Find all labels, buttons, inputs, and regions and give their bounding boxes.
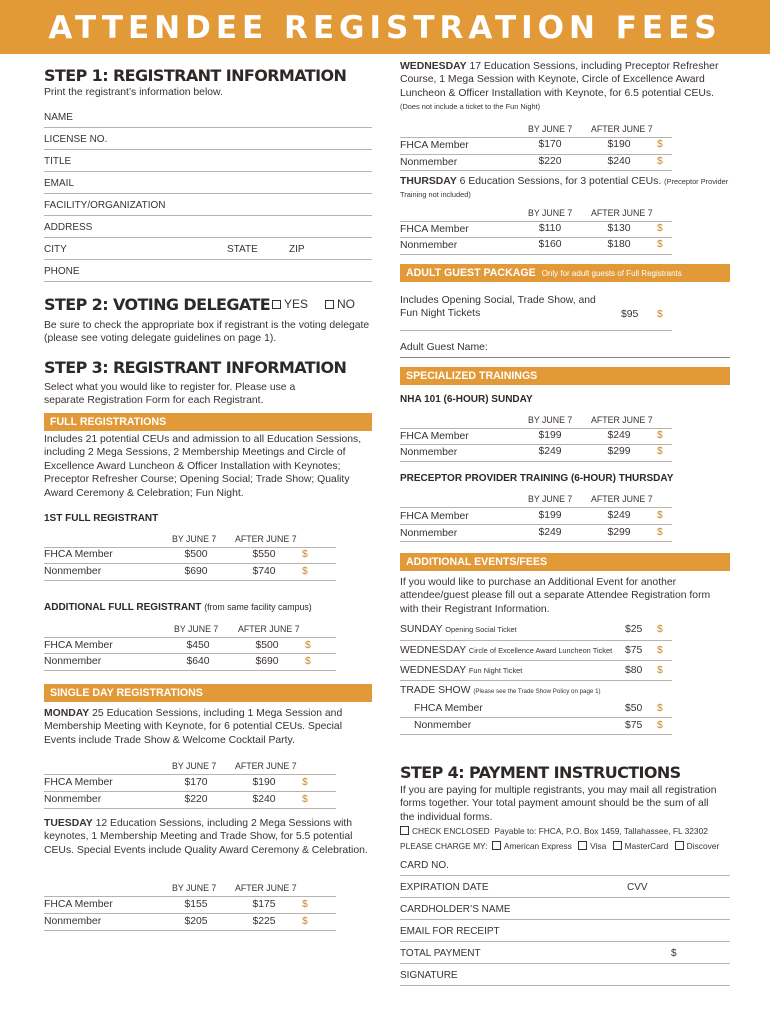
license-field[interactable] — [44, 128, 372, 150]
wednesday-label: WEDNESDAY — [400, 61, 467, 72]
price: $740 — [252, 566, 276, 577]
by-june-header: BY JUNE 7 — [172, 761, 217, 771]
monday-label: MONDAY — [44, 708, 90, 719]
by-june-header: BY JUNE 7 — [528, 208, 573, 218]
guest-name-field[interactable] — [400, 357, 730, 358]
row-rule — [400, 734, 672, 735]
adult-guest-title: ADULT GUEST PACKAGE — [406, 267, 536, 279]
cardholder-field[interactable] — [400, 898, 730, 920]
facility-label: FACILITY/ORGANIZATION — [44, 200, 166, 211]
trade-show-title: TRADE SHOW — [400, 685, 471, 696]
row-rule — [400, 237, 672, 238]
amount-field[interactable]: $ — [657, 446, 663, 457]
total-dollar: $ — [671, 948, 677, 959]
price: $175 — [252, 899, 276, 910]
step2-heading: STEP 2: VOTING DELEGATE — [44, 295, 271, 314]
event-note: Opening Social Ticket — [445, 625, 517, 634]
address-field[interactable] — [44, 216, 372, 238]
additional-registrant-note: (from same facility campus) — [204, 602, 312, 612]
adult-guest-bar — [400, 264, 730, 282]
visa-label: Visa — [590, 841, 607, 851]
row-rule — [400, 640, 672, 641]
nonmember-label: Nonmember — [44, 656, 102, 667]
event-price: $80 — [625, 665, 643, 676]
amount-field[interactable]: $ — [657, 223, 663, 234]
after-june-header: AFTER JUNE 7 — [591, 124, 653, 134]
price: $240 — [252, 794, 276, 805]
member-label: FHCA Member — [44, 899, 113, 910]
amex-checkbox[interactable] — [492, 841, 501, 850]
amount-field[interactable]: $ — [657, 156, 663, 167]
amount-field[interactable]: $ — [657, 624, 663, 635]
after-june-header: AFTER JUNE 7 — [591, 208, 653, 218]
amount-field[interactable]: $ — [657, 703, 663, 714]
row-rule — [400, 221, 672, 222]
price: $690 — [255, 656, 279, 667]
wednesday-text — [400, 60, 730, 114]
member-label: FHCA Member — [44, 549, 113, 560]
license-label: LICENSE NO. — [44, 134, 108, 145]
signature-field[interactable] — [400, 964, 730, 986]
card-number-field[interactable] — [400, 854, 730, 876]
title-label: TITLE — [44, 156, 72, 167]
adult-guest-note: Only for adult guests of Full Registrants — [541, 269, 682, 278]
nonmember-label: Nonmember — [400, 240, 458, 251]
guest-price: $95 — [621, 309, 639, 320]
step3-text: Select what you would like to register for. Please use a separate Registration Form for each Registrant. — [44, 382, 296, 407]
no-checkbox[interactable] — [325, 300, 334, 309]
step2-text: Be sure to check the appropriate box if registrant is the voting delegate (please see voting delegate guidelines on page 1). — [44, 320, 370, 345]
row-rule — [400, 717, 672, 718]
total-payment-field[interactable] — [400, 942, 730, 964]
nonmember-label: Nonmember — [44, 566, 102, 577]
event-price: $25 — [625, 624, 643, 635]
mastercard-checkbox[interactable] — [613, 841, 622, 850]
address-label: ADDRESS — [44, 222, 93, 233]
row-rule — [44, 808, 336, 809]
amount-field[interactable]: $ — [657, 527, 663, 538]
row-rule — [400, 680, 672, 681]
additional-registrant-label — [44, 602, 312, 613]
trade-show-label — [400, 685, 601, 696]
monday-text — [44, 707, 374, 747]
after-june-header: AFTER JUNE 7 — [238, 624, 300, 634]
tuesday-label: TUESDAY — [44, 818, 93, 829]
expiration-cvv-field[interactable] — [400, 876, 730, 898]
facility-field[interactable] — [44, 194, 372, 216]
additional-registrant-text: ADDITIONAL FULL REGISTRANT — [44, 602, 202, 613]
price: $199 — [538, 510, 562, 521]
member-label: FHCA Member — [400, 224, 469, 235]
city-field[interactable] — [44, 238, 372, 260]
city-label: CITY — [44, 244, 67, 255]
amount-field[interactable]: $ — [657, 645, 663, 656]
row-rule — [400, 507, 672, 508]
yes-label: YES — [284, 297, 309, 311]
by-june-header: BY JUNE 7 — [528, 494, 573, 504]
price: $130 — [607, 223, 631, 234]
receipt-email-field[interactable] — [400, 920, 730, 942]
price: $690 — [184, 566, 208, 577]
amount-field[interactable]: $ — [302, 777, 308, 788]
expiration-label: EXPIRATION DATE — [400, 882, 489, 893]
check-enclosed-checkbox[interactable] — [400, 826, 409, 835]
check-enclosed-option[interactable] — [400, 826, 708, 836]
email-field[interactable] — [44, 172, 372, 194]
name-label: NAME — [44, 112, 73, 123]
row-rule — [44, 653, 336, 654]
member-label: FHCA Member — [400, 140, 469, 151]
total-payment-label: TOTAL PAYMENT — [400, 948, 481, 959]
event-wednesday-luncheon — [400, 645, 612, 656]
thursday-note: (Preceptor Provider Training not included) — [400, 177, 729, 200]
by-june-header: BY JUNE 7 — [172, 883, 217, 893]
amount-field[interactable]: $ — [305, 656, 311, 667]
row-rule — [44, 774, 336, 775]
event-day: WEDNESDAY — [400, 645, 467, 656]
price: $220 — [538, 156, 562, 167]
row-rule — [44, 547, 336, 548]
row-rule — [400, 170, 672, 171]
event-wednesday-funnight — [400, 665, 522, 676]
row-rule — [44, 930, 336, 931]
row-rule — [400, 444, 672, 445]
row-rule — [400, 541, 672, 542]
monday-description: 25 Education Sessions, including 1 Mega Session and Membership Meeting with Keynote, for 6 potential CEUs. Special Events include Trade Show & Welcome Cocktail Party. — [44, 708, 343, 746]
row-rule — [400, 254, 672, 255]
discover-checkbox[interactable] — [675, 841, 684, 850]
amount-field[interactable]: $ — [302, 916, 308, 927]
cvv-label: CVV — [627, 882, 648, 893]
step3-heading: STEP 3: REGISTRANT INFORMATION — [44, 358, 347, 377]
additional-events-bar: ADDITIONAL EVENTS/FEES — [400, 553, 730, 571]
charge-label: PLEASE CHARGE MY: — [400, 841, 488, 851]
nonmember-label: Nonmember — [400, 528, 458, 539]
price: $155 — [184, 899, 208, 910]
phone-field[interactable] — [44, 260, 372, 282]
row-rule — [400, 428, 672, 429]
state-label: STATE — [227, 244, 258, 255]
price: $220 — [184, 794, 208, 805]
after-june-header: AFTER JUNE 7 — [591, 415, 653, 425]
amount-field[interactable]: $ — [302, 549, 308, 560]
step1-intro: Print the registrant’s information below. — [44, 87, 223, 98]
visa-checkbox[interactable] — [578, 841, 587, 850]
event-day: SUNDAY — [400, 624, 443, 635]
price: $199 — [538, 430, 562, 441]
row-rule — [400, 461, 672, 462]
yes-checkbox[interactable] — [272, 300, 281, 309]
payable-to: Payable to: FHCA, P.O. Box 1459, Tallahassee, FL 32302 — [494, 826, 708, 836]
guest-name-label: Adult Guest Name: — [400, 342, 488, 353]
row-rule — [44, 580, 336, 581]
thursday-label: THURSDAY — [400, 176, 457, 187]
nonmember-label: Nonmember — [400, 157, 458, 168]
event-sunday — [400, 624, 517, 635]
price: $640 — [186, 656, 210, 667]
card-number-label: CARD NO. — [400, 860, 449, 871]
full-registrations-bar: FULL REGISTRATIONS — [44, 413, 372, 431]
price: $170 — [538, 139, 562, 150]
nonmember-label: Nonmember — [414, 720, 472, 731]
first-registrant-label: 1ST FULL REGISTRANT — [44, 513, 159, 524]
after-june-header: AFTER JUNE 7 — [235, 761, 297, 771]
mastercard-label: MasterCard — [624, 841, 669, 851]
title-field[interactable] — [44, 150, 372, 172]
step4-heading: STEP 4: PAYMENT INSTRUCTIONS — [400, 763, 681, 782]
row-rule — [400, 154, 672, 155]
price: $550 — [252, 549, 276, 560]
row-rule — [400, 330, 672, 331]
wednesday-note: (Does not include a ticket to the Fun Night) — [400, 102, 541, 112]
after-june-header: AFTER JUNE 7 — [235, 534, 297, 544]
amount-field[interactable]: $ — [657, 510, 663, 521]
no-label: NO — [337, 297, 355, 311]
events-text: If you would like to purchase an Additional Event for another attendee/guest please fill out a separate Attendee Registration form with their Registrant Information. — [400, 577, 711, 615]
receipt-email-label: EMAIL FOR RECEIPT — [400, 926, 500, 937]
event-note: Circle of Excellence Award Luncheon Ticket — [468, 646, 613, 655]
specialized-trainings-bar: SPECIALIZED TRAININGS — [400, 367, 730, 385]
member-label: FHCA Member — [414, 703, 483, 714]
price: $450 — [186, 640, 210, 651]
tuesday-text — [44, 817, 374, 857]
price: $249 — [607, 430, 631, 441]
tuesday-description: 12 Education Sessions, including 2 Mega Sessions with keynotes, 1 Membership Meeting and Trade Show, for 5.5 potential CEUs. Special Events include Quality Award Ceremony & Celebration. — [44, 818, 368, 856]
amex-label: American Express — [503, 841, 572, 851]
wednesday-description: 17 Education Sessions, including Preceptor Refresher Course, 1 Mega Session with Keynote, Circle of Excellence Award Luncheon & Officer Installation with Keynote, for 6.5 potential CEUs. — [400, 61, 719, 99]
event-note: Fun Night Ticket — [468, 666, 523, 675]
by-june-header: BY JUNE 7 — [528, 124, 573, 134]
thursday-text — [400, 175, 730, 202]
price: $170 — [184, 777, 208, 788]
price: $160 — [538, 239, 562, 250]
row-rule — [44, 563, 336, 564]
preceptor-label: PRECEPTOR PROVIDER TRAINING (6-HOUR) THURSDAY — [400, 473, 674, 484]
price: $249 — [538, 527, 562, 538]
email-label: EMAIL — [44, 178, 75, 189]
price: $110 — [538, 223, 562, 234]
guest-text: Includes Opening Social, Trade Show, and Fun Night Tickets — [400, 295, 596, 320]
price: $205 — [184, 916, 208, 927]
thursday-description: 6 Education Sessions, for 3 potential CEUs. — [459, 176, 662, 187]
by-june-header: BY JUNE 7 — [174, 624, 219, 634]
cardholder-label: CARDHOLDER’S NAME — [400, 904, 511, 915]
after-june-header: AFTER JUNE 7 — [235, 883, 297, 893]
amount-field[interactable]: $ — [657, 665, 663, 676]
amount-field[interactable]: $ — [657, 239, 663, 250]
trade-member-price: $50 — [625, 703, 643, 714]
member-label: FHCA Member — [44, 777, 113, 788]
by-june-header: BY JUNE 7 — [528, 415, 573, 425]
voting-no-option[interactable] — [325, 297, 355, 311]
price: $299 — [607, 446, 631, 457]
member-label: FHCA Member — [400, 431, 469, 442]
amount-field[interactable]: $ — [302, 794, 308, 805]
check-enclosed-label: CHECK ENCLOSED — [412, 826, 490, 836]
discover-label: Discover — [686, 841, 720, 851]
amount-field[interactable]: $ — [657, 309, 663, 320]
price: $249 — [607, 510, 631, 521]
step1-heading: STEP 1: REGISTRANT INFORMATION — [44, 66, 347, 85]
page-title: ATTENDEE REGISTRATION FEES — [48, 10, 722, 46]
price: $249 — [538, 446, 562, 457]
nonmember-label: Nonmember — [44, 916, 102, 927]
voting-yes-option[interactable] — [272, 297, 308, 311]
price: $180 — [607, 239, 631, 250]
charge-row — [400, 841, 719, 851]
event-day: WEDNESDAY — [400, 665, 467, 676]
after-june-header: AFTER JUNE 7 — [591, 494, 653, 504]
price: $190 — [252, 777, 276, 788]
zip-label: ZIP — [289, 244, 305, 255]
event-price: $75 — [625, 645, 643, 656]
amount-field[interactable]: $ — [657, 139, 663, 150]
price: $240 — [607, 156, 631, 167]
signature-label: SIGNATURE — [400, 970, 458, 981]
trade-nonmember-price: $75 — [625, 720, 643, 731]
member-label: FHCA Member — [400, 511, 469, 522]
amount-field[interactable]: $ — [302, 899, 308, 910]
nonmember-label: Nonmember — [400, 447, 458, 458]
row-rule — [44, 791, 336, 792]
single-day-bar: SINGLE DAY REGISTRATIONS — [44, 684, 372, 702]
price: $500 — [184, 549, 208, 560]
nonmember-label: Nonmember — [44, 794, 102, 805]
amount-field[interactable]: $ — [305, 640, 311, 651]
full-registrations-text: Includes 21 potential CEUs and admission to all Education Sessions, including 2 Mega Sessions, 2 Membership Meetings and Circle of Excellence Award Luncheon & Officer Installation with Keynotes; Preceptor Refresher Course; Opening Social; Trade Show; Quality Award Ceremony & Celebration; Fun Night. — [44, 434, 362, 499]
price: $190 — [607, 139, 631, 150]
row-rule — [400, 137, 672, 138]
amount-field[interactable]: $ — [657, 720, 663, 731]
phone-label: PHONE — [44, 266, 80, 277]
row-rule — [44, 896, 336, 897]
price: $299 — [607, 527, 631, 538]
row-rule — [44, 637, 336, 638]
trade-show-note: (Please see the Trade Show Policy on page 1) — [473, 688, 601, 695]
price: $500 — [255, 640, 279, 651]
step4-text: If you are paying for multiple registrants, you may mail all registration forms together. Your total payment amount should be the sum of all the individual forms. — [400, 785, 717, 823]
name-field[interactable] — [44, 106, 372, 128]
by-june-header: BY JUNE 7 — [172, 534, 217, 544]
row-rule — [44, 913, 336, 914]
amount-field[interactable]: $ — [302, 566, 308, 577]
price: $225 — [252, 916, 276, 927]
row-rule — [44, 670, 336, 671]
nha-label: NHA 101 (6-HOUR) SUNDAY — [400, 394, 533, 405]
row-rule — [400, 524, 672, 525]
member-label: FHCA Member — [44, 640, 113, 651]
amount-field[interactable]: $ — [657, 430, 663, 441]
row-rule — [400, 660, 672, 661]
